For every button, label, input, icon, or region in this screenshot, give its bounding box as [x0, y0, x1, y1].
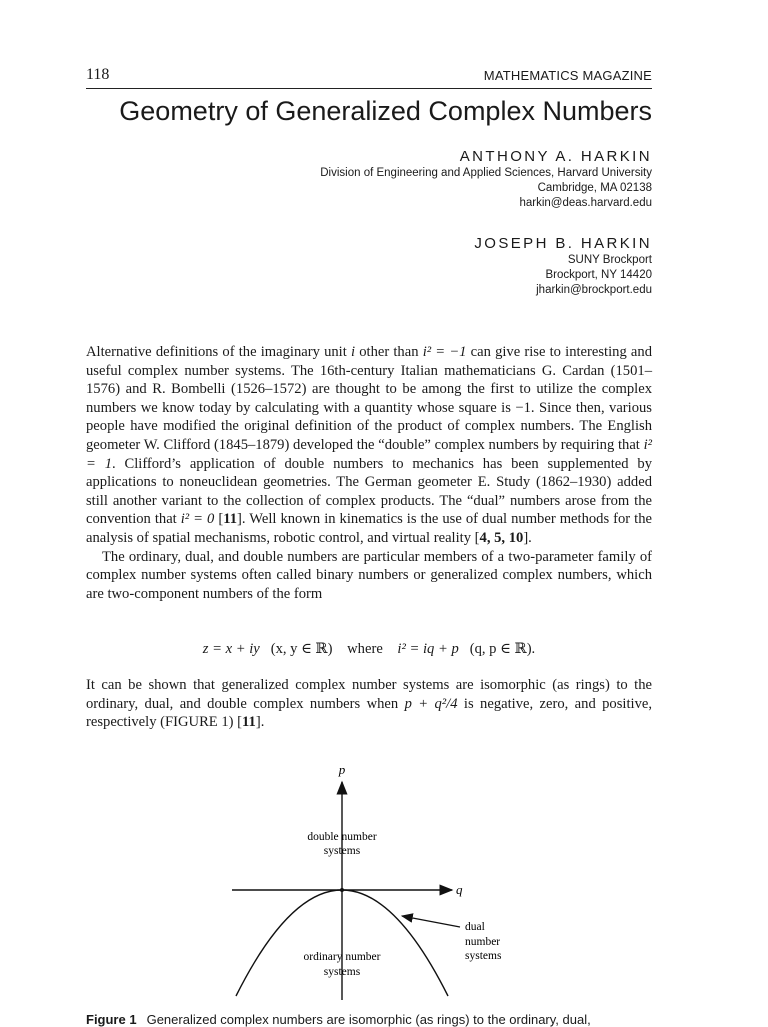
- equation-rhs: i² = iq + p: [397, 641, 459, 657]
- caption-text: Generalized complex numbers are isomorphic (as rings) to the ordinary, dual,: [146, 1012, 591, 1027]
- p-axis-label: p: [338, 762, 346, 777]
- math-symbol: i: [350, 344, 356, 360]
- figure-caption: [86, 1012, 652, 1027]
- equation-domain: (x, y ∈ ℝ): [270, 641, 333, 657]
- math-expression: i² = −1: [422, 344, 467, 360]
- citation[interactable]: 4, 5, 10: [479, 529, 524, 546]
- double-label: double number: [307, 831, 377, 843]
- text-span: ) [: [228, 714, 243, 731]
- caption-label: Figure 1: [86, 1012, 137, 1027]
- equation-domain: (q, p ∈ ℝ).: [469, 641, 536, 657]
- page-number: 118: [86, 66, 110, 83]
- text-span: [: [214, 511, 224, 528]
- ordinary-label: ordinary number: [303, 951, 381, 963]
- math-expression: i² = 1: [86, 436, 652, 472]
- author-email: harkin@deas.harvard.edu: [519, 197, 652, 209]
- equation-where: where: [347, 641, 383, 657]
- text-span: ].: [255, 714, 265, 731]
- author-affiliation: Division of Engineering and Applied Sciences, Harvard University: [320, 167, 652, 179]
- math-expression: i² = 0: [180, 511, 215, 528]
- math-expression: p + q²/4: [404, 695, 458, 712]
- text-span: is negative, zero, and positive, respectively (: [86, 695, 652, 731]
- text-span: other than: [355, 344, 423, 360]
- dual-label: number: [465, 936, 501, 948]
- origin-point: [340, 888, 344, 892]
- text-span: . Clifford’s application of double numbers to mechanics has been supplemented by applications to noneuclidean geometries. The German geometer E. Study (1862–1930) added still another variant to the collection of complex products. The “dual” numbers arose from the convention that: [86, 455, 652, 528]
- dual-label: dual: [465, 921, 485, 933]
- author-name: ANTHONY A. HARKIN: [459, 148, 652, 165]
- ordinary-label: systems: [323, 966, 361, 978]
- article-title: Geometry of Generalized Complex Numbers: [119, 96, 652, 126]
- q-axis-label: q: [456, 882, 463, 897]
- figure-reference[interactable]: FIGURE 1: [165, 714, 229, 731]
- equation-lhs: z = x + iy: [202, 641, 260, 657]
- dual-label: systems: [465, 950, 502, 962]
- author-address: Brockport, NY 14420: [545, 269, 652, 281]
- journal-name: MATHEMATICS MAGAZINE: [483, 68, 652, 83]
- citation[interactable]: 11: [223, 511, 238, 528]
- text-span: It can be shown that generalized complex number systems are isomorphic (as rings) to the ordinary, dual, and double complex numbers when: [86, 677, 652, 712]
- author-email: jharkin@brockport.edu: [536, 284, 652, 296]
- author-name: JOSEPH B. HARKIN: [474, 235, 652, 252]
- paragraph-2: The ordinary, dual, and double numbers are particular members of a two-parameter family of complex number systems often called binary numbers or generalized complex numbers, which are two-component numbers of the form: [86, 548, 652, 602]
- dual-pointer-arrow: [402, 916, 460, 927]
- author-address: Cambridge, MA 02138: [537, 182, 652, 194]
- double-label: systems: [323, 845, 361, 857]
- author-affiliation: SUNY Brockport: [567, 254, 652, 266]
- text-span: ].: [523, 529, 532, 546]
- text-span: Alternative definitions of the imaginary unit: [86, 344, 351, 360]
- text-span: ]. Well known in kinematics is the use of dual number methods for the analysis of spatial mechanisms, robotic control, and virtual reality [: [86, 511, 653, 546]
- citation[interactable]: 11: [242, 714, 256, 731]
- text-span: can give rise to interesting and useful complex number systems. The 16th-century Italian mathematicians G. Cardan (1501–1576) and R. Bombelli (1526–1572) are thought to be among the first to utilize the complex numbers we know today by calculating with a quantity whose square is −1. Since then, various people have modified the original definition of the product of complex numbers. The English geometer W. Clifford (1845–1879) developed the “double” complex numbers by requiring that: [86, 344, 652, 453]
